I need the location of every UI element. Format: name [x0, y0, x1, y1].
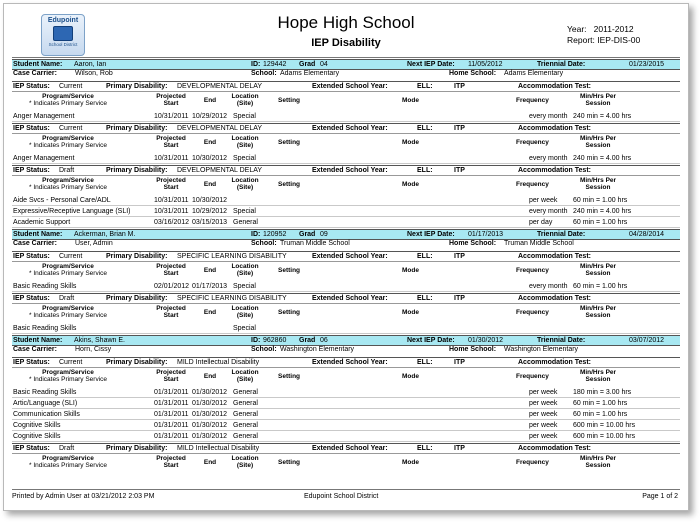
service-row	[12, 112, 680, 122]
program-service-header: Program/Service * Indicates Primary Service	[28, 135, 108, 149]
school-name: Washington Elementary	[280, 346, 355, 353]
service-minutes: 600 min = 10.00 hrs	[573, 422, 636, 429]
ell-label: ELL:	[417, 358, 433, 366]
service-location: General	[233, 411, 258, 418]
service-start: 10/31/2011	[154, 208, 189, 215]
iep-status-label: IEP Status:	[13, 358, 50, 366]
student-name-label: Student Name:	[13, 230, 63, 238]
grad-label: Grad	[299, 230, 316, 238]
service-location: Special	[233, 325, 256, 332]
min-hrs-header: Min/Hrs Per Session	[579, 135, 617, 149]
school-name: Adams Elementary	[280, 70, 340, 77]
min-hrs-header: Min/Hrs Per Session	[579, 93, 617, 107]
triennial-date: 01/23/2015	[629, 60, 665, 68]
accommodation-test-label: Accommodation Test:	[518, 252, 591, 260]
service-frequency: per week	[529, 411, 558, 418]
school-label: School:	[251, 240, 277, 247]
projected-start-header: Projected Start	[156, 263, 186, 277]
iep-status-row	[12, 123, 680, 134]
itp-label: ITP	[454, 166, 465, 174]
case-carrier: Horn, Cissy	[75, 346, 112, 353]
service-location: General	[233, 422, 258, 429]
projected-start-header: Projected Start	[156, 177, 186, 191]
case-carrier: Wilson, Rob	[75, 70, 113, 77]
iep-status: Current	[59, 124, 83, 132]
service-frequency: per day	[529, 219, 553, 226]
next-iep-date: 01/30/2012	[468, 336, 504, 344]
service-end: 01/30/2012	[192, 400, 228, 407]
service-frequency: per week	[529, 400, 558, 407]
primary-disability-label: Primary Disability:	[106, 252, 168, 260]
report-page	[3, 3, 689, 511]
accommodation-test-label: Accommodation Test:	[518, 124, 591, 132]
service-program: Basic Reading Skills	[13, 325, 77, 332]
service-program: Basic Reading Skills	[13, 389, 77, 396]
projected-start-header: Projected Start	[156, 455, 186, 469]
mode-header: Mode	[402, 97, 419, 104]
triennial-label: Triennial Date:	[537, 336, 586, 344]
report-subtitle: IEP Disability	[311, 37, 381, 49]
service-program: Cognitive Skills	[13, 422, 61, 429]
program-service-header: Program/Service * Indicates Primary Service	[28, 369, 108, 383]
mode-header: Mode	[402, 267, 419, 274]
setting-header: Setting	[278, 97, 301, 104]
student-row	[12, 229, 680, 240]
student-grad: 09	[320, 230, 328, 238]
end-header: End	[203, 267, 217, 274]
service-start: 10/31/2011	[154, 155, 189, 162]
next-iep-label: Next IEP Date:	[407, 60, 455, 68]
column-header-row	[12, 368, 680, 385]
student-id: 129442	[263, 60, 287, 68]
service-end: 01/30/2012	[192, 422, 228, 429]
service-minutes: 60 min = 1.00 hrs	[573, 411, 628, 418]
iep-status-row	[12, 165, 680, 176]
page-number: Page 1 of 2	[642, 493, 678, 500]
home-school-label: Home School:	[449, 70, 497, 77]
accommodation-test-label: Accommodation Test:	[518, 444, 591, 452]
service-program: Anger Management	[13, 155, 75, 162]
column-header-row	[12, 92, 680, 109]
service-end: 01/30/2012	[192, 433, 228, 440]
program-service-header: Program/Service * Indicates Primary Service	[28, 93, 108, 107]
iep-status-row	[12, 81, 680, 92]
service-location: Special	[233, 155, 256, 162]
service-end: 01/30/2012	[192, 411, 228, 418]
program-service-header: Program/Service * Indicates Primary Service	[28, 305, 108, 319]
location-header: Location (Site)	[231, 305, 259, 319]
setting-header: Setting	[278, 459, 301, 466]
triennial-date: 03/07/2012	[629, 336, 665, 344]
ell-label: ELL:	[417, 124, 433, 132]
min-hrs-header: Min/Hrs Per Session	[579, 305, 617, 319]
service-end: 01/17/2013	[192, 283, 228, 290]
iep-status-label: IEP Status:	[13, 294, 50, 302]
service-start: 10/31/2011	[154, 113, 189, 120]
service-minutes: 240 min = 4.00 hrs	[573, 155, 632, 162]
id-label: ID:	[251, 230, 261, 238]
service-start: 01/31/2011	[154, 400, 189, 407]
case-carrier-label: Case Carrier:	[13, 240, 57, 247]
column-header-row	[12, 134, 680, 151]
accommodation-test-label: Accommodation Test:	[518, 82, 591, 90]
extended-school-year-label: Extended School Year:	[312, 124, 388, 132]
service-end: 01/30/2012	[192, 389, 228, 396]
header-divider	[12, 57, 680, 58]
home-school-name: Washington Elementary	[504, 346, 579, 353]
iep-status-row	[12, 251, 680, 262]
extended-school-year-label: Extended School Year:	[312, 444, 388, 452]
service-location: General	[233, 433, 258, 440]
service-row	[12, 432, 680, 442]
service-location: Special	[233, 113, 256, 120]
frequency-header: Frequency	[516, 267, 549, 274]
setting-header: Setting	[278, 373, 301, 380]
next-iep-label: Next IEP Date:	[407, 336, 455, 344]
ell-label: ELL:	[417, 444, 433, 452]
printed-by: Printed by Admin User at 03/21/2012 2:03 PM	[12, 493, 155, 500]
accommodation-test-label: Accommodation Test:	[518, 166, 591, 174]
itp-label: ITP	[454, 294, 465, 302]
program-service-header: Program/Service * Indicates Primary Service	[28, 177, 108, 191]
extended-school-year-label: Extended School Year:	[312, 82, 388, 90]
location-header: Location (Site)	[231, 177, 259, 191]
iep-status-row	[12, 443, 680, 454]
iep-status: Draft	[59, 294, 75, 302]
logo-brand-text: Edupoint	[47, 17, 79, 24]
service-row	[12, 196, 680, 206]
primary-disability-label: Primary Disability:	[106, 358, 168, 366]
column-header-row	[12, 262, 680, 279]
service-row	[12, 218, 680, 228]
iep-status: Draft	[59, 166, 75, 174]
triennial-label: Triennial Date:	[537, 230, 586, 238]
extended-school-year-label: Extended School Year:	[312, 252, 388, 260]
iep-status-row	[12, 293, 680, 304]
mode-header: Mode	[402, 181, 419, 188]
student-row	[12, 59, 680, 70]
service-location: General	[233, 389, 258, 396]
service-frequency: per week	[529, 389, 558, 396]
frequency-header: Frequency	[516, 139, 549, 146]
min-hrs-header: Min/Hrs Per Session	[579, 455, 617, 469]
frequency-header: Frequency	[516, 181, 549, 188]
iep-status: Current	[59, 252, 83, 260]
student-grad: 04	[320, 60, 328, 68]
end-header: End	[203, 459, 217, 466]
year-value: 2011-2012	[593, 24, 634, 34]
home-school-label: Home School:	[449, 240, 497, 247]
end-header: End	[203, 373, 217, 380]
setting-header: Setting	[278, 139, 301, 146]
primary-disability: DEVELOPMENTAL DELAY	[177, 166, 263, 174]
service-frequency: per week	[529, 422, 558, 429]
primary-disability: DEVELOPMENTAL DELAY	[177, 82, 263, 90]
service-row	[12, 154, 680, 164]
case-carrier: User, Admin	[75, 240, 113, 247]
projected-start-header: Projected Start	[156, 369, 186, 383]
primary-disability: SPECIFIC LEARNING DISABILITY	[177, 252, 287, 260]
grad-label: Grad	[299, 60, 316, 68]
primary-disability: MILD Intellectual Disability	[177, 358, 260, 366]
service-frequency: every month	[529, 155, 568, 162]
frequency-header: Frequency	[516, 97, 549, 104]
min-hrs-header: Min/Hrs Per Session	[579, 263, 617, 277]
service-minutes: 240 min = 4.00 hrs	[573, 113, 632, 120]
service-location: Special	[233, 208, 256, 215]
service-row	[12, 282, 680, 292]
column-header-row	[12, 454, 680, 471]
service-program: Aide Svcs - Personal Care/ADL	[13, 197, 111, 204]
mode-header: Mode	[402, 373, 419, 380]
triennial-label: Triennial Date:	[537, 60, 586, 68]
accommodation-test-label: Accommodation Test:	[518, 358, 591, 366]
end-header: End	[203, 139, 217, 146]
iep-status: Current	[59, 358, 83, 366]
iep-status-label: IEP Status:	[13, 82, 50, 90]
itp-label: ITP	[454, 82, 465, 90]
service-program: Cognitive Skills	[13, 433, 61, 440]
primary-disability-label: Primary Disability:	[106, 124, 168, 132]
itp-label: ITP	[454, 124, 465, 132]
frequency-header: Frequency	[516, 309, 549, 316]
service-end: 10/29/2012	[192, 208, 228, 215]
service-location: Special	[233, 283, 256, 290]
program-service-header: Program/Service * Indicates Primary Service	[28, 455, 108, 469]
service-minutes: 240 min = 4.00 hrs	[573, 208, 632, 215]
setting-header: Setting	[278, 309, 301, 316]
home-school-name: Truman Middle School	[504, 240, 574, 247]
service-frequency: every month	[529, 283, 568, 290]
ell-label: ELL:	[417, 82, 433, 90]
primary-disability-label: Primary Disability:	[106, 444, 168, 452]
report-id: IEP-DIS-00	[597, 35, 641, 45]
service-row	[12, 410, 680, 420]
year-label: Year:	[567, 24, 587, 34]
end-header: End	[203, 97, 217, 104]
report-label: Report:	[567, 35, 595, 45]
service-end: 10/30/2012	[192, 155, 228, 162]
service-minutes: 60 min = 1.00 hrs	[573, 283, 628, 290]
accommodation-test-label: Accommodation Test:	[518, 294, 591, 302]
service-program: Academic Support	[13, 219, 71, 226]
service-end: 10/29/2012	[192, 113, 228, 120]
service-program: Anger Management	[13, 113, 75, 120]
primary-disability: SPECIFIC LEARNING DISABILITY	[177, 294, 287, 302]
student-row	[12, 335, 680, 346]
id-label: ID:	[251, 60, 261, 68]
extended-school-year-label: Extended School Year:	[312, 358, 388, 366]
service-program: Basic Reading Skills	[13, 283, 77, 290]
iep-status-label: IEP Status:	[13, 444, 50, 452]
service-row	[12, 399, 680, 409]
service-minutes: 600 min = 10.00 hrs	[573, 433, 636, 440]
mode-header: Mode	[402, 309, 419, 316]
primary-disability-label: Primary Disability:	[106, 82, 168, 90]
service-minutes: 180 min = 3.00 hrs	[573, 389, 632, 396]
service-frequency: every month	[529, 208, 568, 215]
iep-status: Current	[59, 82, 83, 90]
iep-status-label: IEP Status:	[13, 252, 50, 260]
id-label: ID:	[251, 336, 261, 344]
service-minutes: 60 min = 1.00 hrs	[573, 219, 628, 226]
program-service-header: Program/Service * Indicates Primary Service	[28, 263, 108, 277]
service-frequency: per week	[529, 433, 558, 440]
school-label: School:	[251, 70, 277, 77]
next-iep-date: 01/17/2013	[468, 230, 504, 238]
next-iep-label: Next IEP Date:	[407, 230, 455, 238]
location-header: Location (Site)	[231, 369, 259, 383]
ell-label: ELL:	[417, 294, 433, 302]
student-name: Akins, Shawn E.	[74, 336, 125, 344]
case-carrier-label: Case Carrier:	[13, 346, 57, 353]
min-hrs-header: Min/Hrs Per Session	[579, 177, 617, 191]
service-start: 01/31/2011	[154, 422, 189, 429]
projected-start-header: Projected Start	[156, 305, 186, 319]
service-frequency: per week	[529, 197, 558, 204]
itp-label: ITP	[454, 444, 465, 452]
triennial-date: 04/28/2014	[629, 230, 665, 238]
home-school-label: Home School:	[449, 346, 497, 353]
column-header-row	[12, 176, 680, 193]
frequency-header: Frequency	[516, 373, 549, 380]
setting-header: Setting	[278, 267, 301, 274]
iep-status-row	[12, 357, 680, 368]
service-end: 10/30/2012	[192, 197, 228, 204]
next-iep-date: 11/05/2012	[468, 60, 503, 68]
iep-status: Draft	[59, 444, 75, 452]
projected-start-header: Projected Start	[156, 135, 186, 149]
service-program: Expressive/Receptive Language (SLI)	[13, 208, 131, 215]
student-name-label: Student Name:	[13, 60, 63, 68]
setting-header: Setting	[278, 181, 301, 188]
primary-disability-label: Primary Disability:	[106, 294, 168, 302]
itp-label: ITP	[454, 358, 465, 366]
report-meta	[567, 24, 640, 46]
school-label: School:	[251, 346, 277, 353]
service-frequency: every month	[529, 113, 568, 120]
service-program: Communication Skills	[13, 411, 80, 418]
location-header: Location (Site)	[231, 455, 259, 469]
service-minutes: 60 min = 1.00 hrs	[573, 400, 628, 407]
primary-disability: MILD Intellectual Disability	[177, 444, 260, 452]
location-header: Location (Site)	[231, 93, 259, 107]
iep-status-label: IEP Status:	[13, 124, 50, 132]
column-header-row	[12, 304, 680, 321]
min-hrs-header: Min/Hrs Per Session	[579, 369, 617, 383]
service-row	[12, 388, 680, 398]
ell-label: ELL:	[417, 166, 433, 174]
case-carrier-label: Case Carrier:	[13, 70, 57, 77]
report-title: Hope High School	[277, 13, 415, 32]
service-start: 01/31/2011	[154, 389, 189, 396]
grad-label: Grad	[299, 336, 316, 344]
mode-header: Mode	[402, 459, 419, 466]
iep-status-label: IEP Status:	[13, 166, 50, 174]
logo-subtext: School District	[48, 42, 78, 47]
service-row	[12, 421, 680, 431]
service-start: 03/16/2012	[154, 219, 190, 226]
student-grad: 06	[320, 336, 328, 344]
service-start: 01/31/2011	[154, 411, 189, 418]
service-location: General	[233, 400, 258, 407]
service-location: General	[233, 219, 258, 226]
student-name-label: Student Name:	[13, 336, 63, 344]
student-name: Ackerman, Brian M.	[74, 230, 136, 238]
student-id: 962860	[263, 336, 287, 344]
frequency-header: Frequency	[516, 459, 549, 466]
extended-school-year-label: Extended School Year:	[312, 166, 388, 174]
district-name: Edupoint School District	[304, 493, 379, 500]
projected-start-header: Projected Start	[156, 93, 186, 107]
service-end: 03/15/2013	[192, 219, 228, 226]
end-header: End	[203, 181, 217, 188]
location-header: Location (Site)	[231, 263, 259, 277]
primary-disability-label: Primary Disability:	[106, 166, 168, 174]
service-start: 01/31/2011	[154, 433, 189, 440]
itp-label: ITP	[454, 252, 465, 260]
student-name: Aaron, Ian	[74, 60, 107, 68]
service-row	[12, 324, 680, 334]
home-school-name: Adams Elementary	[504, 70, 564, 77]
report-footer	[12, 489, 680, 502]
ell-label: ELL:	[417, 252, 433, 260]
service-start: 02/01/2012	[154, 283, 190, 290]
service-row	[12, 207, 680, 217]
mode-header: Mode	[402, 139, 419, 146]
school-name: Truman Middle School	[280, 240, 350, 247]
service-minutes: 60 min = 1.00 hrs	[573, 197, 628, 204]
primary-disability: DEVELOPMENTAL DELAY	[177, 124, 263, 132]
service-start: 10/31/2011	[154, 197, 189, 204]
service-program: Artic/Language (SLI)	[13, 400, 78, 407]
extended-school-year-label: Extended School Year:	[312, 294, 388, 302]
end-header: End	[203, 309, 217, 316]
student-id: 120952	[263, 230, 287, 238]
location-header: Location (Site)	[231, 135, 259, 149]
